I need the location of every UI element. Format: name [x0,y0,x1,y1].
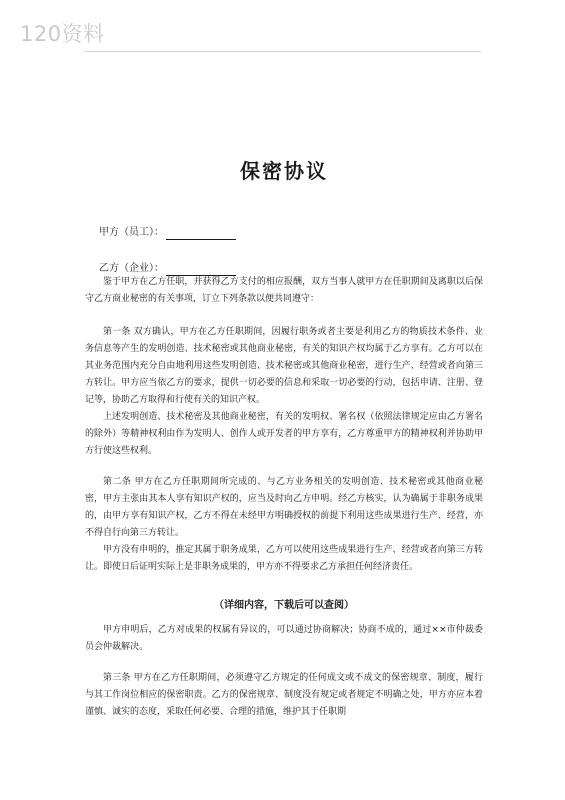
article-2-paragraph-1: 第二条 甲方在乙方任职期间所完成的、与乙方业务相关的发明创造、技术秘密或其他商业秘密，甲方主张由其本人享有知识产权的，应当及时向乙方申明。经乙方核实，认为确属于非职务成果的，由甲方享有知识产权，乙方不得在未经甲方明确授权的前提下利用这些成果进行生产、经营，亦不得自行向第三方转让。 [85,477,483,538]
watermark-logo: 120资料 [20,22,105,46]
article-2-continued-block [85,622,483,656]
header-divider [85,51,481,52]
article-2-paragraph-2: 甲方没有申明的，推定其属于职务成果，乙方可以使用这些成果进行生产、经营或者向第三方转让。即使日后证明实际上是非职务成果的，甲方亦不得要求乙方承担任何经济责任。 [85,545,483,572]
article-1-paragraph-1: 第一条 双方确认，甲方在乙方任职期间，因履行职务或者主要是利用乙方的物质技术条件、业务信息等产生的发明创造、技术秘密或其他商业秘密，有关的知识产权均属于乙方享有。乙方可以在其业务范围内充分自由地利用这些发明创造、技术秘密或其他商业秘密，进行生产、经营或者向第三方转让。甲方应当依乙方的要求，提供一切必要的信息和采取一切必要的行动，包括申请、注册、登记等，协助乙方取得和行使有关的知识产权。 [85,327,483,405]
document-title: 保密协议 [240,159,328,183]
article-2-block [85,474,483,576]
party-a-label: 甲方（员工）： [99,227,164,238]
article-1-paragraph-2: 上述发明创造、技术秘密及其他商业秘密，有关的发明权、署名权（依照法律规定应由乙方署名的除外）等精神权利由作为发明人、创作人或开发者的甲方享有，乙方尊重甲方的精神权利并协助甲方行使这些权利。 [85,412,483,456]
party-a-line [99,226,236,240]
article-3-paragraph-1: 第三条 甲方在乙方任职期间，必须遵守乙方规定的任何成文或不成文的保密规章、制度，履行与其工作岗位相应的保密职责。乙方的保密规章、制度没有规定或者规定不明确之处，甲方亦应本着谨慎、诚实的态度，采取任何必要、合理的措施，维护其于任职期 [85,673,483,717]
preamble-block [85,274,483,308]
download-notice: （详细内容，下载后可以查阅） [214,600,354,611]
party-a-blank [166,229,236,240]
article-3-block [85,670,483,721]
article-1-block [85,324,483,460]
article-2-paragraph-3: 甲方申明后，乙方对成果的权属有异议的，可以通过协商解决；协商不成的，通过××市仲裁委员会仲裁解决。 [85,625,483,652]
preamble-paragraph: 鉴于甲方在乙方任职，并获得乙方支付的相应报酬，双方当事人就甲方在任职期间及离职以后保守乙方商业秘密的有关事项，订立下列条款以便共同遵守： [85,277,483,304]
party-b-label: 乙方（企业）： [99,263,164,274]
